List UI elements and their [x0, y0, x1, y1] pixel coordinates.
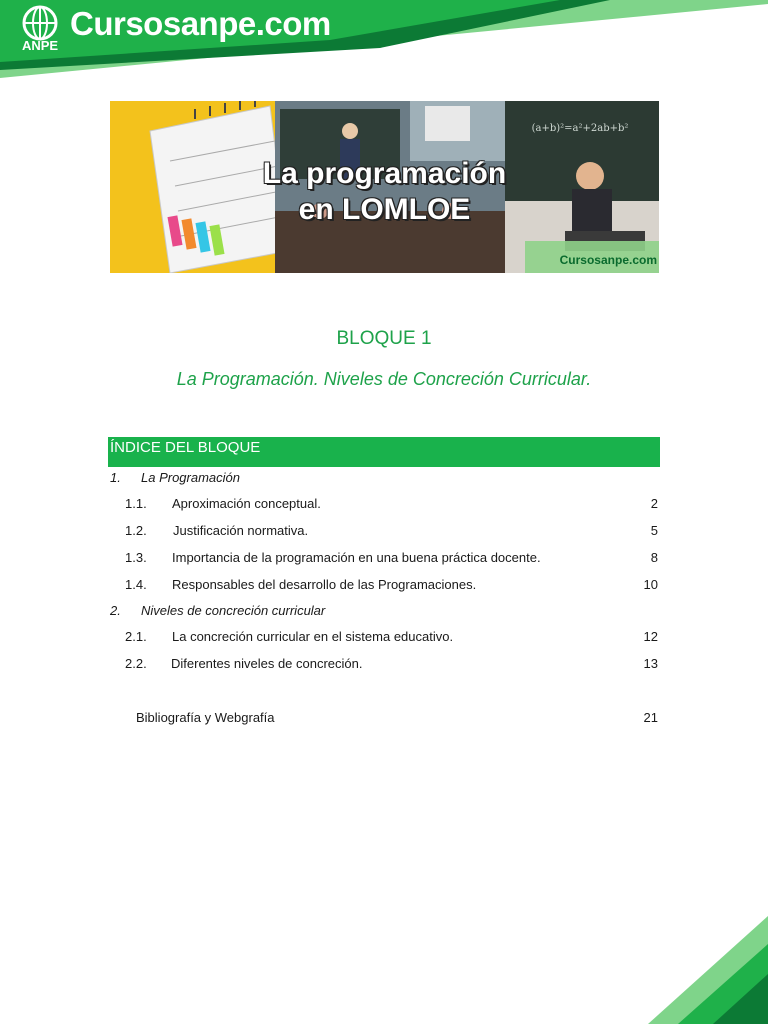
- toc-section-title: Niveles de concreción curricular: [141, 603, 326, 618]
- toc-item-page: 5: [650, 523, 658, 538]
- banner-title: [110, 156, 659, 228]
- banner-image: [110, 101, 659, 273]
- toc-item-label: Aproximación conceptual.: [172, 496, 321, 511]
- toc-item-label: Importancia de la programación en una buena práctica docente.: [172, 550, 541, 565]
- toc-item-label: Justificación normativa.: [173, 523, 309, 538]
- bloque-subtitle: La Programación. Niveles de Concreción Curricular.: [176, 369, 592, 389]
- toc-item-num: 1.2.: [125, 523, 147, 538]
- brand-name: Cursosanpe.com: [70, 5, 331, 42]
- chalk-formula: (a+b)²=a²+2ab+b²: [531, 123, 629, 134]
- toc-item-label: Responsables del desarrollo de las Programaciones.: [172, 577, 477, 592]
- toc-item-num: 1.3.: [125, 550, 147, 565]
- toc-item-num: 2.2.: [125, 656, 147, 671]
- logo-text: ANPE: [21, 38, 59, 53]
- toc-item-page: 10: [643, 577, 658, 592]
- toc-item-page: 12: [643, 629, 658, 644]
- bloque-title: BLOQUE 1: [336, 328, 432, 349]
- anpe-logo-icon: [14, 4, 66, 56]
- toc-bibliography-page: 21: [643, 710, 658, 725]
- banner-title-line2: en LOMLOE: [298, 193, 471, 226]
- banner-title-line1: La programación: [262, 157, 507, 190]
- toc-item-page: 8: [650, 550, 658, 565]
- toc-item-num: 1.4.: [125, 577, 147, 592]
- toc-item-label: Diferentes niveles de concreción.: [171, 656, 363, 671]
- footer-decoration: [608, 914, 768, 1024]
- toc-item-page: 2: [650, 496, 658, 511]
- toc-item-label: La concreción curricular en el sistema educativo.: [172, 629, 454, 644]
- toc-section-num: 2.: [110, 603, 121, 618]
- toc-section-title: La Programación: [141, 470, 240, 485]
- toc-item-num: 2.1.: [125, 629, 147, 644]
- toc-bibliography-label: Bibliografía y Webgrafía: [136, 710, 275, 725]
- banner-brand: Cursosanpe.com: [559, 253, 657, 267]
- toc-item-page: 13: [643, 656, 658, 671]
- toc-section-num: 1.: [110, 470, 121, 485]
- index-header: ÍNDICE DEL BLOQUE: [108, 437, 660, 467]
- toc-item-num: 1.1.: [125, 496, 147, 511]
